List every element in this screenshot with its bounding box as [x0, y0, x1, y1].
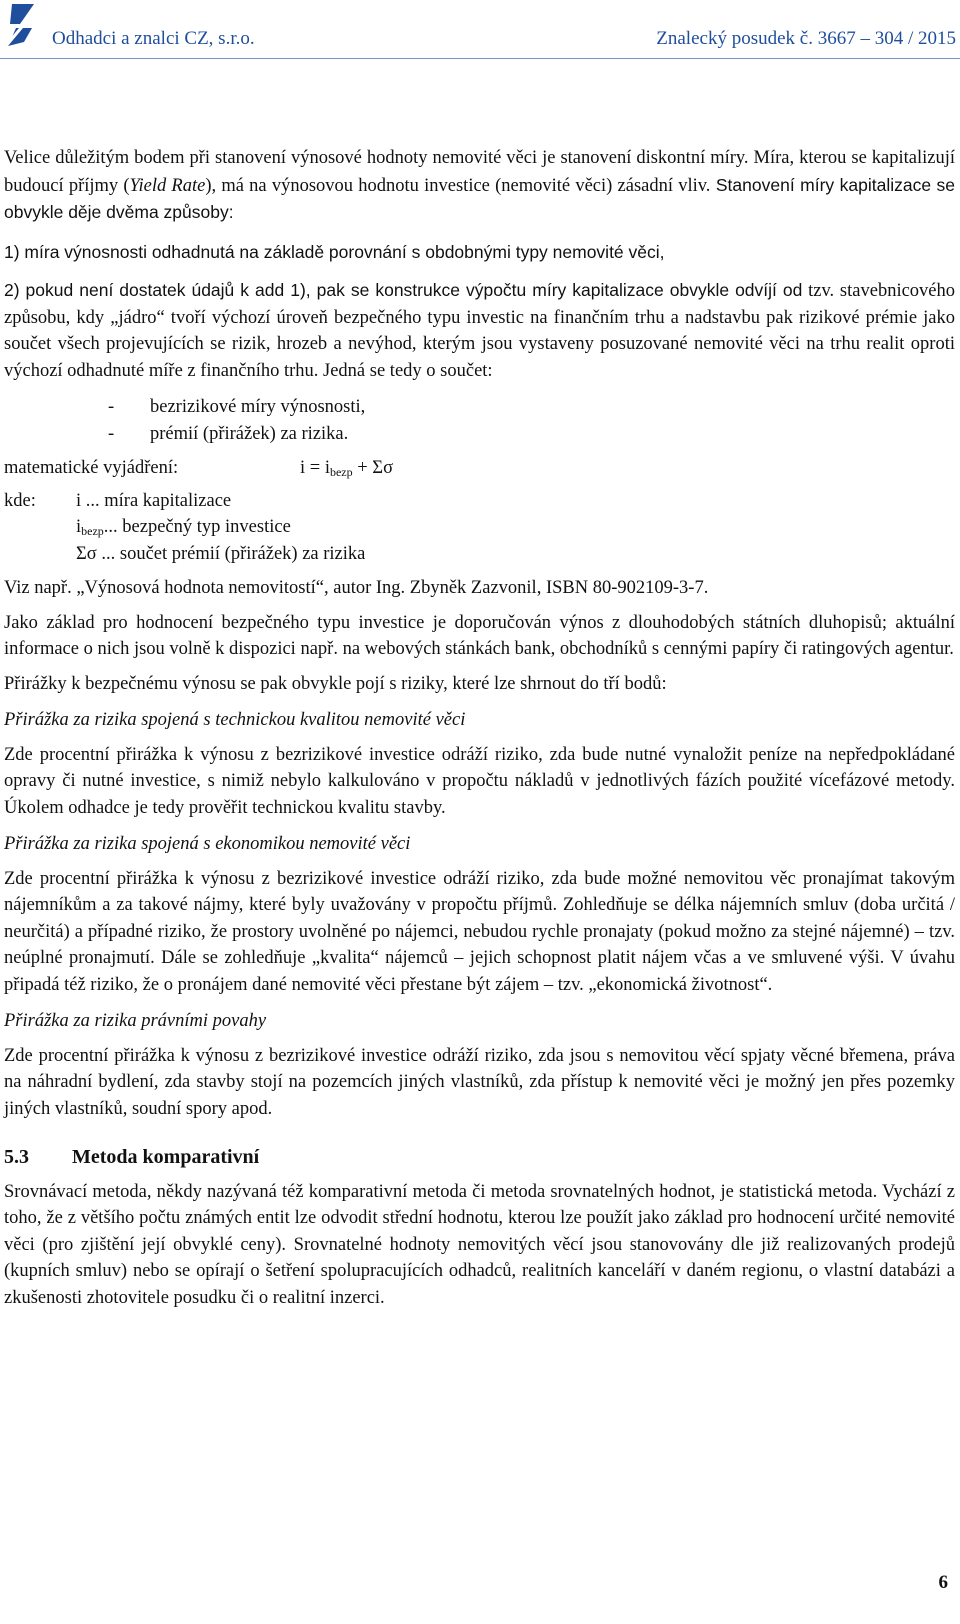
legend-i: i ... míra kapitalizace [76, 490, 232, 511]
company-logo-icon [4, 2, 38, 48]
legend: kde: i ... míra kapitalizace $i_{bezp}$... bezpečný typ investice Σσ ... součet prémií (přirážek) za rizika [4, 488, 955, 568]
paragraph-basis: Jako základ pro hodnocení bezpečného typu investice je doporučován výnos z dlouhodobých státních dluhopisů; aktuální informace o nich jsou volně k dispozici např. na webových stánkách bank, obchodníků s cennými papíry či ratingových agentur. [4, 612, 955, 659]
reference: Viz např. „Výnosová hodnota nemovitostí“, autor Ing. Zbyněk Zazvonil, ISBN 80-902109-3-7. [4, 578, 709, 598]
section-paragraph: Srovnávací metoda, někdy nazývaná též komparativní metoda či metoda srovnatelných hodnot, je statistická metoda. Vychází z toho, že z většího počtu známých entit lze odvodit střední hodnotu, kterou lze použít jako základ pro hodnocení určité nemovité věci (pro zjištění její obvyklé ceny). Srovnatelné hodnoty nemovitých věcí jsou stanovovány dle již realizovaných prodejů (kupních smluv) nebo se opírají o šetření spolupracujících odhadců, realitních kanceláří v daném regionu, o vlastní databázi a zkušenosti zhotovitele posudku či o realitní inzerci. [4, 1181, 955, 1308]
legend-sigma: Σσ ... součet prémií (přirážek) za rizika [76, 543, 366, 564]
intro-paragraph: Velice důležitým bodem při stanovení výnosové hodnoty nemovité věci je stanovení diskontní míry. Míra, kterou se kapitalizují budoucí příjmy (Yield Rate), má na výnosovou hodnotu investice (nemovité věci) zásadní vliv. Stanovení míry kapitalizace se obvykle děje dvěma způsoby: [4, 148, 956, 222]
subheading-economic: Přirážka za rizika spojená s ekonomikou nemovité věci [4, 834, 411, 854]
paragraph-technical: Zde procentní přirážka k výnosu z bezrizikové investice odráží riziko, zda bude nutné vynaložit peníze na nepředpokládané opravy či nutné investice, s nimiž nebylo kalkulováno v propočtu nákladů v jednotlivých fázích použité vícefázové metody. Úkolem odhadce je tedy prověřit technickou kvalitu stavby. [4, 744, 955, 818]
list-item: - prémií (přirážek) za rizika. [108, 423, 349, 444]
company-name: Odhadci a znalci CZ, s.r.o. [52, 28, 255, 49]
header-divider [0, 58, 960, 59]
sum-list [108, 394, 955, 447]
page-header [0, 0, 960, 62]
subheading-legal: Přirážka za rizika právními povahy [4, 1011, 267, 1031]
method-2: 2) pokud není dostatek údajů k add 1), pak se konstrukce výpočtu míry kapitalizace obvykle odvíjí od tzv. stavebnicového způsobu, kdy „jádro“ tvoří výchozí úroveň bezpečného typu investic na finančním trhu a nadstavbu pak rizikové prémie jako součet všech projevujících se rizik, hrozeb a nevýhod, kterým jsou vystaveny posuzované nemovité věci na trhu realit oproti výchozí odhadnuté míře z finančního trhu. Jedná se tedy o součet: [4, 280, 956, 381]
section-heading: 5.3 Metoda komparativní [4, 1146, 260, 1168]
paragraph-economic: Zde procentní přirážka k výnosu z bezrizikové investice odráží riziko, zda bude možné nemovitou věc pronajímat takovým nájemníkům a za takové nájmy, které byly uvažovány v propočtu příjmů. Zohledňuje se délka nájemních smluv (doba určitá / neurčitá) a případné riziko, že prostory uvolněné po nájemci, nebudou rychle pronajaty (pokud možno za stejné nájemné) – tzv. neúplné pronajmutí. Dále se zohledňuje „kvalita“ nájemců – jejich schopnost platit nájem včas a ve smluvené výši. V úvahu připadá též riziko, že o pronájem dané nemovité věci přestane být zájem – tzv. „ekonomická životnost“. [4, 868, 955, 995]
method-1: 1) míra výnosnosti odhadnutá na základě porovnání s obdobnými typy nemovité věci, [4, 241, 665, 262]
report-number: Znalecký posudek č. 3667 – 304 / 2015 [656, 28, 956, 49]
list-item: - bezrizikové míry výnosnosti, [108, 397, 366, 417]
paragraph-legal: Zde procentní přirážka k výnosu z bezrizikové investice odráží riziko, zda jsou s nemovitou věcí spjaty věcné břemena, práva na náhradní bydlení, zda stavby stojí na pozemcích jiných vlastníků, zda přístup k nemovité věci je možný jen přes pozemky jiných vlastníků, soudní spory apod. [4, 1045, 955, 1119]
paragraph-surcharges: Přirážky k bezpečnému výnosu se pak obvykle pojí s riziky, které lze shrnout do tří bodů: [4, 673, 667, 694]
subheading-technical: Přirážka za rizika spojená s technickou kvalitou nemovité věci [4, 710, 466, 730]
page-number: 6 [938, 1572, 948, 1593]
math-expression: matematické vyjádření: $i = i_{bezp} + \Sigma\sigma$ [4, 458, 394, 479]
legend-ibezp: $i_{bezp}$... bezpečný typ investice [76, 517, 291, 538]
document-body [4, 145, 955, 1311]
